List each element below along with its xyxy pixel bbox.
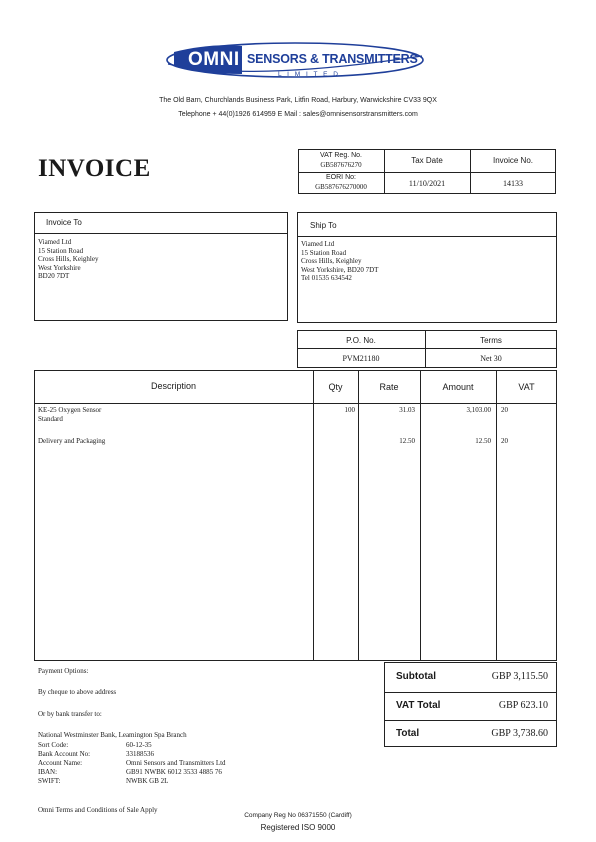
bank-detail-label: Account Name: — [38, 759, 83, 767]
item-vat: 20 — [501, 437, 508, 445]
company-reg-no: Company Reg No 06371550 (Cardiff) — [244, 812, 352, 819]
item-description-sub: Standard — [38, 415, 63, 423]
document-title: INVOICE — [38, 155, 151, 182]
bank-detail-value: NWBK GB 2L — [126, 777, 169, 785]
invoice-no-value: 14133 — [503, 179, 523, 188]
invoice-to-label: Invoice To — [46, 218, 82, 227]
payment-bank: National Westminster Bank, Leamington Spa Branch — [38, 731, 187, 739]
ship-to-line: Tel 01535 634542 — [301, 274, 352, 282]
po-label: P.O. No. — [346, 336, 376, 345]
invoice-to-line: BD20 7DT — [38, 272, 70, 280]
terms-label: Terms — [480, 336, 502, 345]
total-value: GBP 3,738.60 — [491, 728, 548, 739]
tax-date-label: Tax Date — [411, 156, 443, 165]
item-amount: 12.50 — [475, 437, 491, 445]
item-rate: 31.03 — [399, 406, 415, 414]
ship-to-line: West Yorkshire, BD20 7DT — [301, 265, 379, 274]
total-label: Total — [396, 728, 420, 739]
po-value: PVM21180 — [342, 354, 380, 363]
ship-to-address — [301, 240, 378, 283]
invoice-to-address — [38, 238, 98, 281]
invoice-no-label: Invoice No. — [492, 156, 534, 165]
bank-detail-value: 33188536 — [126, 750, 154, 758]
item-description: KE-25 Oxygen Sensor — [38, 406, 102, 414]
col-header-qty: Qty — [328, 382, 343, 392]
payment-title: Payment Options: — [38, 667, 89, 675]
company-contact: Telephone + 44(0)1926 614959 E Mail : sales@omnisensorstransmitters.com — [178, 111, 418, 118]
item-amount: 3,103.00 — [466, 406, 491, 414]
iso-registration: Registered ISO 9000 — [260, 823, 336, 832]
ship-to-label: Ship To — [310, 221, 337, 230]
col-header-description: Description — [150, 381, 197, 391]
eori-value: GB587676270000 — [315, 183, 367, 191]
ship-to-line: Viamed Ltd — [301, 240, 335, 248]
bank-detail-value: GB91 NWBK 6012 3533 4885 76 — [126, 768, 222, 776]
terms-conditions: Omni Terms and Conditions of Sale Apply — [38, 806, 158, 814]
bank-detail-label: IBAN: — [38, 768, 58, 776]
bank-detail-value: 60-12-35 — [126, 741, 152, 749]
ship-to-line: Cross Hills, Keighley — [301, 257, 362, 265]
bank-detail-label: Bank Account No: — [38, 750, 91, 758]
invoice-to-line: Cross Hills, Keighley — [38, 255, 99, 263]
payment-cheque: By cheque to above address — [38, 688, 117, 696]
bank-detail-value: Omni Sensors and Transmitters Ltd — [126, 759, 226, 767]
payment-transfer: Or by bank transfer to: — [38, 710, 102, 718]
col-header-rate: Rate — [379, 382, 399, 392]
invoice-to-line: 15 Station Road — [38, 246, 84, 255]
company-address: The Old Barn, Churchlands Business Park, Litfin Road, Harbury, Warwickshire CV33 9QX — [159, 97, 437, 104]
bank-detail-label: Sort Code: — [38, 741, 69, 749]
vat-total-label: VAT Total — [396, 700, 441, 711]
invoice-to-line: West Yorkshire — [38, 263, 81, 272]
company-logo — [160, 38, 430, 84]
eori-label: EORI No: — [326, 174, 356, 181]
col-header-vat: VAT — [518, 382, 535, 392]
logo-limited: L I M I T E D — [278, 71, 341, 78]
vat-total-value: GBP 623.10 — [498, 700, 548, 711]
vat-reg-label: VAT Reg. No. — [319, 152, 363, 159]
subtotal-value: GBP 3,115.50 — [491, 671, 548, 682]
terms-value: Net 30 — [480, 354, 502, 363]
item-rate: 12.50 — [399, 437, 415, 445]
item-vat: 20 — [501, 406, 508, 414]
item-qty: 100 — [344, 406, 355, 414]
ship-to-line: 15 Station Road — [301, 248, 347, 257]
subtotal-label: Subtotal — [396, 671, 436, 682]
invoice-to-line: Viamed Ltd — [38, 238, 72, 246]
col-header-amount: Amount — [442, 382, 474, 392]
logo-name: SENSORS & TRANSMITTERS — [247, 52, 418, 66]
item-description: Delivery and Packaging — [38, 437, 106, 445]
tax-date-value: 11/10/2021 — [408, 179, 446, 188]
bank-detail-label: SWIFT: — [38, 777, 61, 785]
vat-reg-value: GB587676270 — [320, 161, 362, 169]
logo-omni: OMNI — [188, 49, 240, 70]
